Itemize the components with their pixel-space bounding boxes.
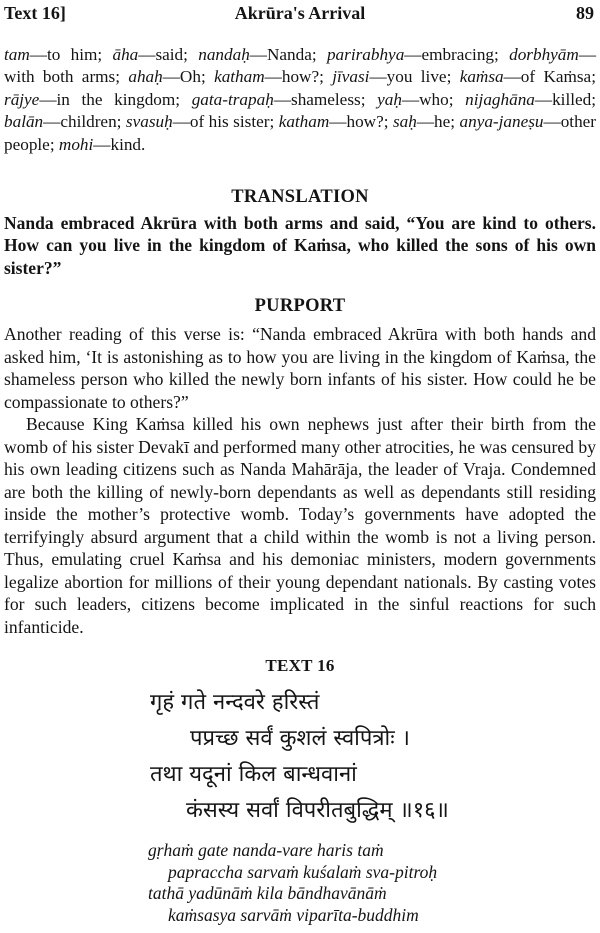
devanagari-line: गृहं गते नन्दवरे हरिस्तं [150, 690, 320, 715]
synonym-word: āha [112, 45, 139, 64]
devanagari-line: पप्रच्छ सर्वं कुशलं स्वपित्रोः । [190, 726, 410, 751]
synonym-word: rājye [4, 89, 40, 109]
synonym-meaning: to him [46, 45, 98, 64]
transliteration-line: kaṁsasya sarvāṁ viparīta-buddhim [168, 904, 419, 925]
page-number: 89 [576, 3, 594, 23]
synonym-meaning: killed [552, 89, 592, 109]
devanagari-line: कंसस्य सर्वां विपरीतबुद्धिम् ॥१६॥ [186, 798, 449, 823]
purport-paragraph: Because King Kaṁsa killed his own nephews just after their birth from the womb of his sister Devakī and performed many other atrocities, he was censured by his own leading citizens such as Nanda Mahārāja, the leader of Vraja. Condemned are both the killing of newly-born dependants as well as dependants still residing inside the mother’s protective womb. Today’s governments have adopted the terrifyingly absurd argument that a child within the womb is not a living person. Thus, emulating cruel Kaṁsa and his demoniac ministers, modern governments legalize abortion for millions of their young dependant nationals. By casting votes for such leaders, citizens become implicated in the sinful reactions for such infanticide. [4, 414, 596, 637]
synonym-meaning: with both arms [4, 67, 116, 87]
synonym-word: ahaḥ [128, 67, 163, 87]
synonym-word: katham [278, 112, 330, 132]
devanagari-line: तथा यदूनां किल बान्धवानां [150, 762, 357, 787]
synonym-meaning: children [60, 112, 117, 132]
synonym-word: jīvasi [332, 67, 370, 87]
purport-paragraph: Another reading of this verse is: “Nanda embraced Akrūra with both hands and asked him, ‘It is astonishing as to how you are living in the kingdom of Kaṁsa, the shameless person who killed the newly born infants of his sister. How could he be compassionate to others?” [4, 324, 596, 412]
synonym-meaning: you live [386, 67, 447, 87]
transliteration-line: tathā yadūnāṁ kila bāndhavānāṁ [148, 883, 387, 903]
running-head [0, 0, 600, 26]
synonym-meaning: Oh [179, 67, 201, 87]
synonym-word: katham [214, 67, 265, 87]
synonym-word: yaḥ [377, 89, 402, 109]
purport-heading: PURPORT [254, 296, 346, 316]
transliteration-line: gṛhaṁ gate nanda-vare haris taṁ [148, 840, 384, 860]
synonym-word: mohi [58, 134, 94, 154]
synonym-word: balān [4, 112, 44, 132]
synonym-meaning: Nanda [266, 45, 312, 64]
synonym-meaning: he [434, 112, 451, 132]
synonyms-paragraph: tam—to him; āha—said; nandaḥ—Nanda; parirabhya—embracing; dorbhyām—with both arms; ahaḥ—Oh; katham—how?; jīvasi—you live; kaṁsa—of Kaṁsa; rājye—in the kingdom; gata-trapaḥ—shameless; yaḥ—who; nijaghāna—killed; balān—children; svasuḥ—of his sister; katham—how?; saḥ—he; anya-janeṣu—other people; mohi—kind. [4, 45, 597, 154]
synonym-meaning: other people [4, 112, 597, 154]
translation-heading: TRANSLATION [231, 187, 369, 207]
synonym-meaning: how? [346, 112, 384, 132]
synonym-word: dorbhyām [509, 45, 579, 64]
verse-heading: TEXT 16 [265, 656, 335, 675]
purport-body [4, 323, 596, 638]
synonym-word: parirabhya [326, 45, 405, 64]
synonym-meaning: shameless [291, 89, 361, 109]
synonym-meaning: how? [281, 67, 320, 87]
synonym-word: gata-trapaḥ [191, 89, 274, 109]
synonym-meaning: said [155, 45, 184, 64]
transliteration-line: papraccha sarvaṁ kuśalaṁ sva-pitroḥ [168, 861, 438, 882]
synonym-word: nandaḥ [198, 45, 250, 64]
chapter-text-ref: Text 16] [4, 3, 66, 23]
translation-text: Nanda embraced Akrūra with both arms and said, “You are kind to others. How can you live in the kingdom of Kaṁsa, who killed the sons of his own sister?” [4, 213, 596, 278]
synonym-word: tam [4, 45, 30, 64]
synonym-meaning: of his sister [189, 112, 270, 132]
synonym-word: nijaghāna [465, 89, 535, 109]
synonym-meaning: kind [110, 134, 142, 154]
chapter-title: Akrūra's Arrival [234, 3, 366, 23]
synonym-word: svasuḥ [125, 112, 173, 132]
synonym-word: saḥ [392, 112, 417, 132]
synonym-meaning: of Kaṁsa [520, 67, 592, 87]
synonym-meaning: in the kingdom [56, 89, 176, 109]
synonym-meaning: embracing [421, 45, 495, 64]
synonym-word: kaṁsa [459, 67, 504, 87]
synonym-word: anya-janeṣu [459, 112, 544, 132]
synonym-meaning: who [419, 89, 449, 109]
